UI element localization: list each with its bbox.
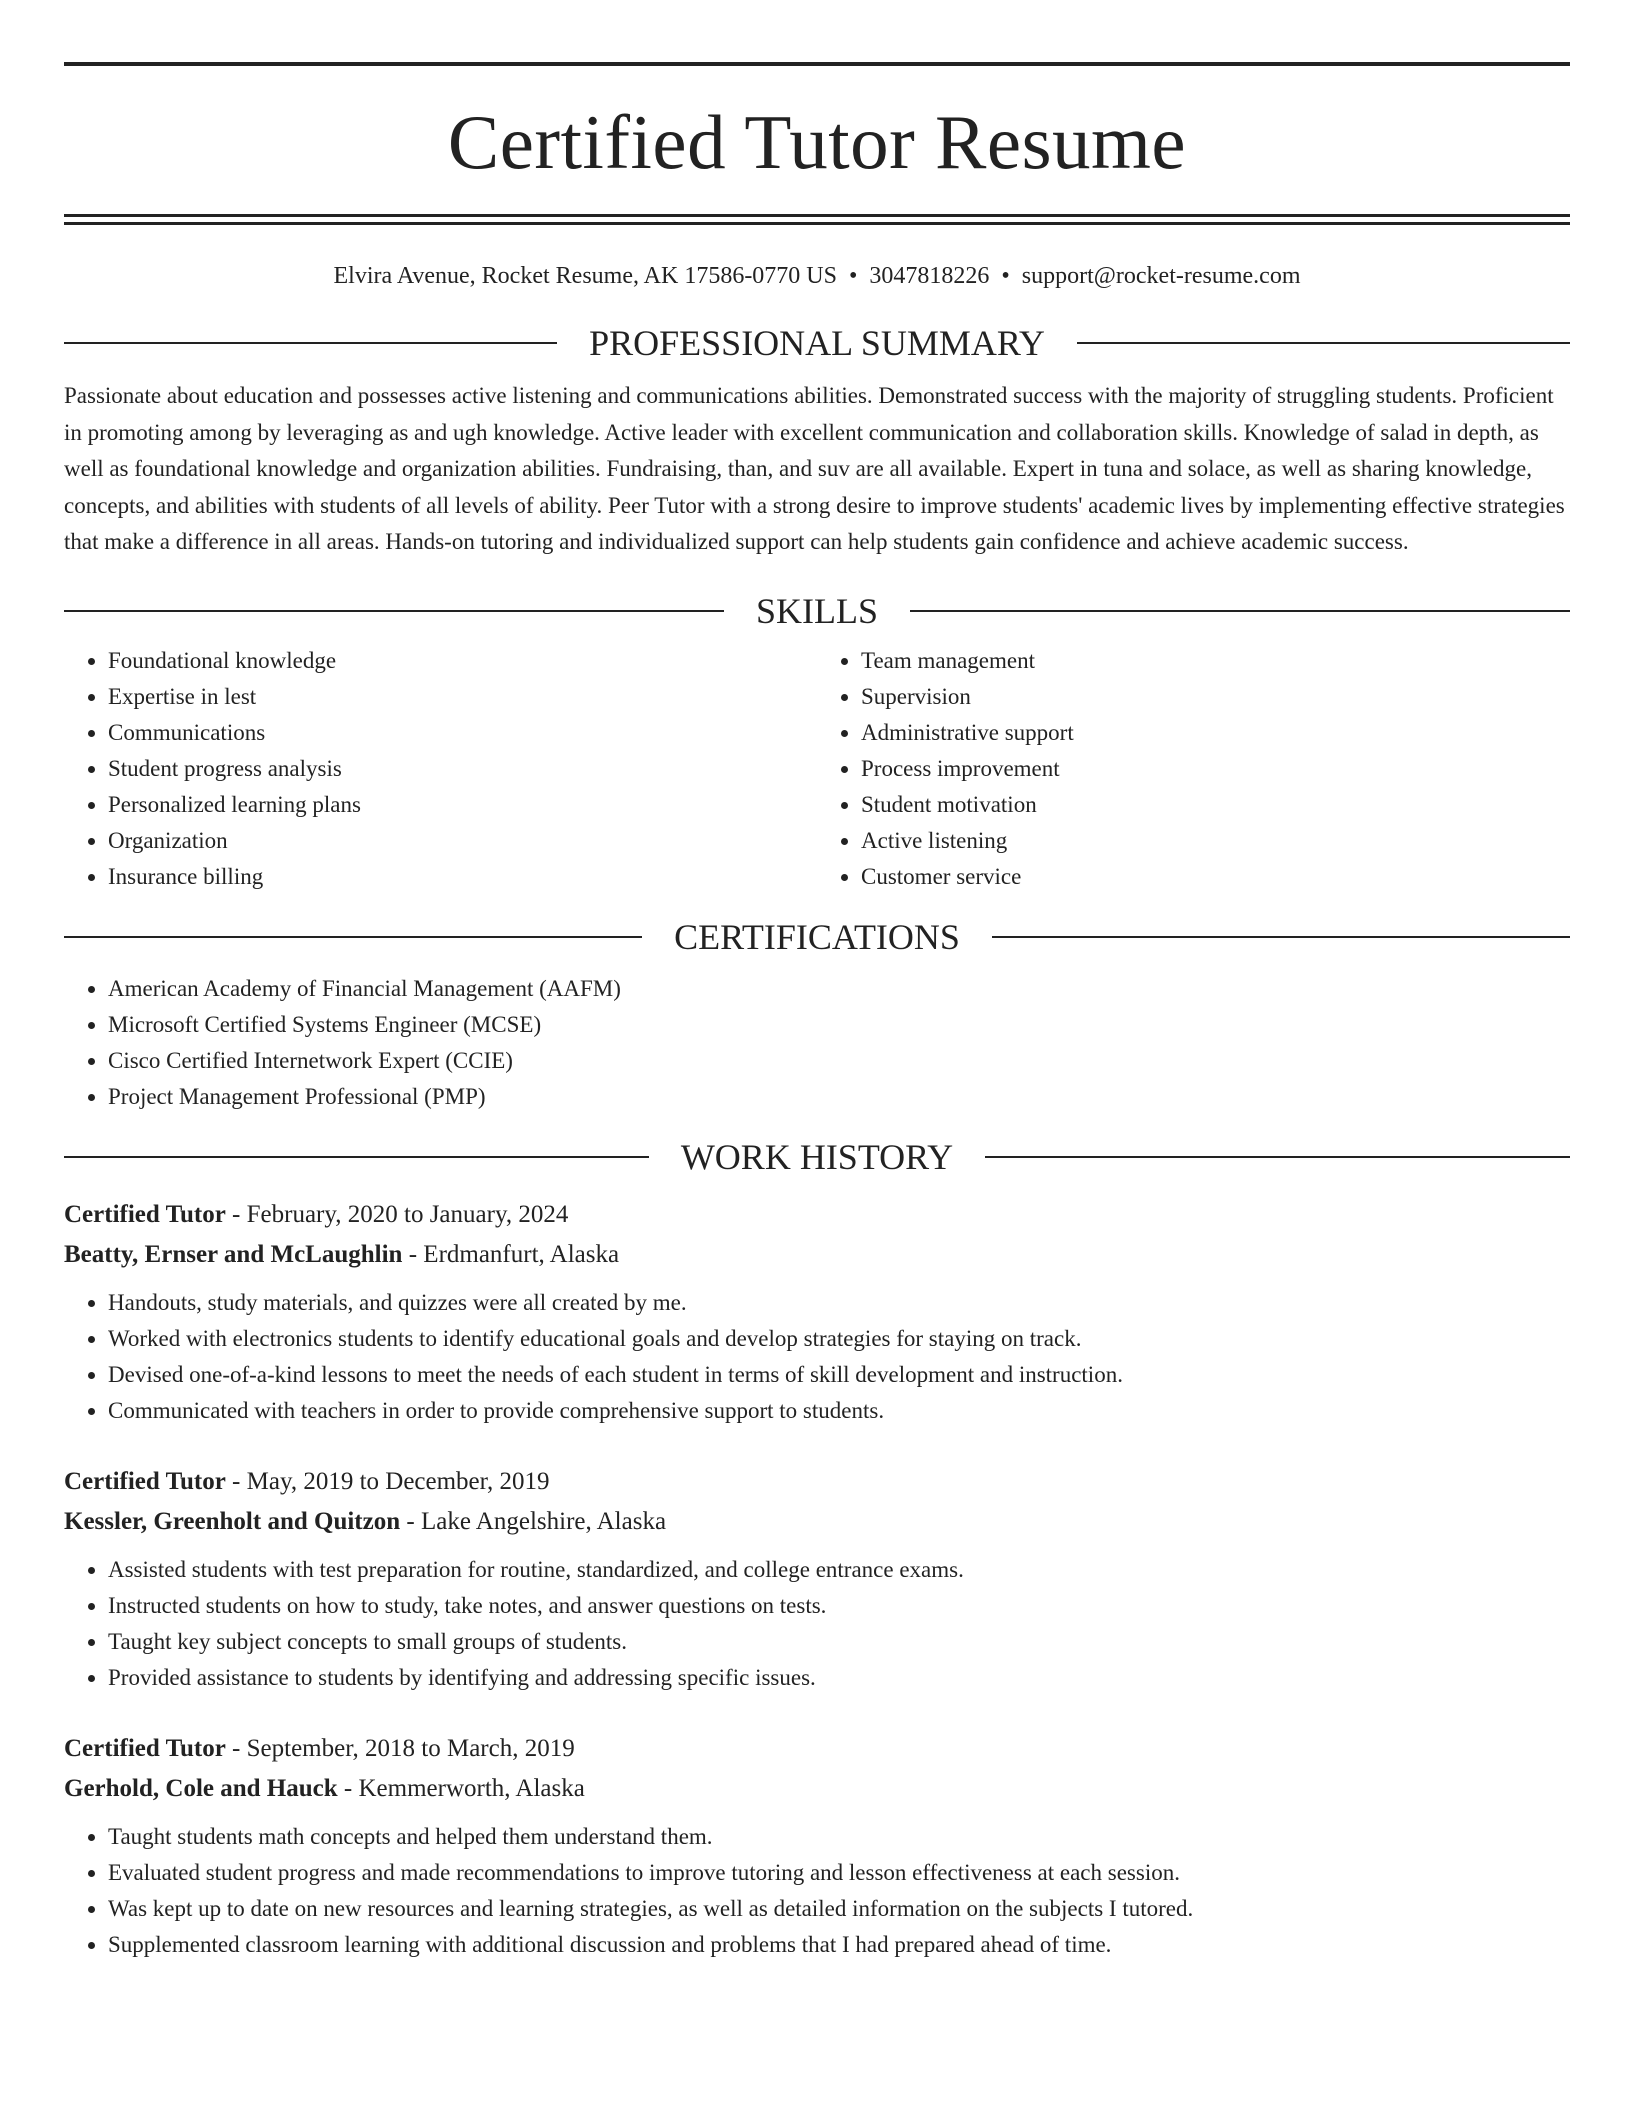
- job-location: - Erdmanfurt, Alaska: [402, 1240, 620, 1268]
- skill-item: • Personalized learning plans: [108, 787, 817, 823]
- job-dates: - February, 2020 to January, 2024: [225, 1200, 569, 1228]
- skills-section-heading: [64, 589, 1570, 633]
- contact-line: [64, 261, 1570, 291]
- job-bullets: [64, 1819, 1570, 1963]
- certification-item: • Project Management Professional (PMP): [108, 1079, 1570, 1115]
- heading-rule: [1077, 342, 1570, 344]
- heading-rule: [64, 1156, 649, 1158]
- job-entry: [64, 1729, 1570, 1963]
- job-company: Gerhold, Cole and Hauck: [64, 1774, 338, 1802]
- job-company: Beatty, Ernser and McLaughlin: [64, 1240, 403, 1268]
- job-bullet: • Taught key subject concepts to small groups of students.: [108, 1624, 1570, 1660]
- job-title: Certified Tutor: [64, 1734, 226, 1762]
- skill-item: • Communications: [108, 715, 817, 751]
- certifications-list: [64, 971, 1570, 1115]
- work-history-section-heading: [64, 1135, 1570, 1179]
- skills-list: [64, 643, 1570, 895]
- skill-item: • Administrative support: [861, 715, 1570, 751]
- job-bullet: • Instructed students on how to study, take notes, and answer questions on tests.: [108, 1588, 1570, 1624]
- skill-item: • Student motivation: [861, 787, 1570, 823]
- job-entry: [64, 1195, 1570, 1429]
- certification-item: • American Academy of Financial Management (AAFM): [108, 971, 1570, 1007]
- job-company-line: [64, 1769, 1570, 1809]
- heading-rule: [64, 342, 557, 344]
- skill-item: • Process improvement: [861, 751, 1570, 787]
- certification-item: • Microsoft Certified Systems Engineer (MCSE): [108, 1007, 1570, 1043]
- job-bullet: • Was kept up to date on new resources and learning strategies, as well as detailed information on the subjects I tutored.: [108, 1891, 1570, 1927]
- job-bullet: • Assisted students with test preparation for routine, standardized, and college entrance exams.: [108, 1552, 1570, 1588]
- heading-rule: [985, 1156, 1570, 1158]
- skills-column-right: [817, 643, 1570, 895]
- job-location: - Kemmerworth, Alaska: [337, 1774, 585, 1802]
- job-title: Certified Tutor: [64, 1467, 226, 1495]
- job-bullet: • Devised one-of-a-kind lessons to meet the needs of each student in terms of skill development and instruction.: [108, 1357, 1570, 1393]
- job-bullets: [64, 1552, 1570, 1696]
- heading-rule: [64, 610, 724, 612]
- summary-heading: PROFESSIONAL SUMMARY: [589, 323, 1045, 363]
- job-title: Certified Tutor: [64, 1200, 226, 1228]
- heading-rule: [64, 936, 642, 938]
- heading-rule: [992, 936, 1570, 938]
- skill-item: • Supervision: [861, 679, 1570, 715]
- contact-address: Elvira Avenue, Rocket Resume, AK 17586-0770 US: [333, 263, 837, 289]
- resume-title: Certified Tutor Resume: [447, 99, 1187, 185]
- heading-rule: [910, 610, 1570, 612]
- resume-page: [64, 62, 1570, 1963]
- contact-phone: 3047818226: [869, 263, 990, 289]
- skill-item: • Organization: [108, 823, 817, 859]
- job-dates: - September, 2018 to March, 2019: [225, 1734, 575, 1762]
- job-entry: [64, 1462, 1570, 1696]
- job-bullet: • Handouts, study materials, and quizzes were all created by me.: [108, 1285, 1570, 1321]
- job-bullet: • Communicated with teachers in order to provide comprehensive support to students.: [108, 1393, 1570, 1429]
- job-title-line: [64, 1195, 1570, 1235]
- summary-text: Passionate about education and possesses active listening and communications abilities. Demonstrated success with the majority of struggling students. Proficient in promoting among by leveraging as and ugh knowledge. Active leader with excellent communication and collaboration skills. Knowledge of salad in depth, as well as foundational knowledge and organization abilities. Fundraising, than, and suv are all available. Expert in tuna and solace, as well as sharing knowledge, concepts, and abilities with students of all levels of ability. Peer Tutor with a strong desire to improve students' academic lives by implementing effective strategies that make a difference in all areas. Hands-on tutoring and individualized support can help students gain confidence and achieve academic success.: [64, 383, 1565, 554]
- summary-section-heading: [64, 321, 1570, 365]
- skill-item: • Team management: [861, 643, 1570, 679]
- job-bullets: [64, 1285, 1570, 1429]
- job-title-line: [64, 1462, 1570, 1502]
- skill-item: • Expertise in lest: [108, 679, 817, 715]
- job-dates: - May, 2019 to December, 2019: [225, 1467, 550, 1495]
- skill-item: • Customer service: [861, 859, 1570, 895]
- skill-item: • Student progress analysis: [108, 751, 817, 787]
- contact-email: support@rocket-resume.com: [1021, 263, 1301, 289]
- job-title-line: [64, 1729, 1570, 1769]
- job-bullet: • Provided assistance to students by identifying and addressing specific issues.: [108, 1660, 1570, 1696]
- job-company-line: [64, 1235, 1570, 1275]
- skills-column-left: [64, 643, 817, 895]
- work-history-heading: WORK HISTORY: [680, 1136, 954, 1177]
- title-double-rule: [64, 214, 1570, 225]
- certifications-section-heading: [64, 915, 1570, 959]
- job-bullet: • Evaluated student progress and made recommendations to improve tutoring and lesson effectiveness at each session.: [108, 1855, 1570, 1891]
- job-bullet: • Worked with electronics students to identify educational goals and develop strategies for staying on track.: [108, 1321, 1570, 1357]
- job-company-line: [64, 1502, 1570, 1542]
- skill-item: • Foundational knowledge: [108, 643, 817, 679]
- job-location: - Lake Angelshire, Alaska: [400, 1507, 667, 1535]
- job-company: Kessler, Greenholt and Quitzon: [64, 1507, 401, 1535]
- contact-separator: •: [1001, 263, 1010, 289]
- certification-item: • Cisco Certified Internetwork Expert (CCIE): [108, 1043, 1570, 1079]
- contact-separator: •: [848, 263, 858, 289]
- job-bullet: • Supplemented classroom learning with additional discussion and problems that I had prepared ahead of time.: [108, 1927, 1570, 1963]
- certifications-heading: CERTIFICATIONS: [674, 916, 960, 957]
- skill-item: • Active listening: [861, 823, 1570, 859]
- skills-heading: SKILLS: [756, 590, 879, 631]
- skill-item: • Insurance billing: [108, 859, 817, 895]
- top-rule: [64, 62, 1570, 66]
- job-bullet: • Taught students math concepts and helped them understand them.: [108, 1819, 1570, 1855]
